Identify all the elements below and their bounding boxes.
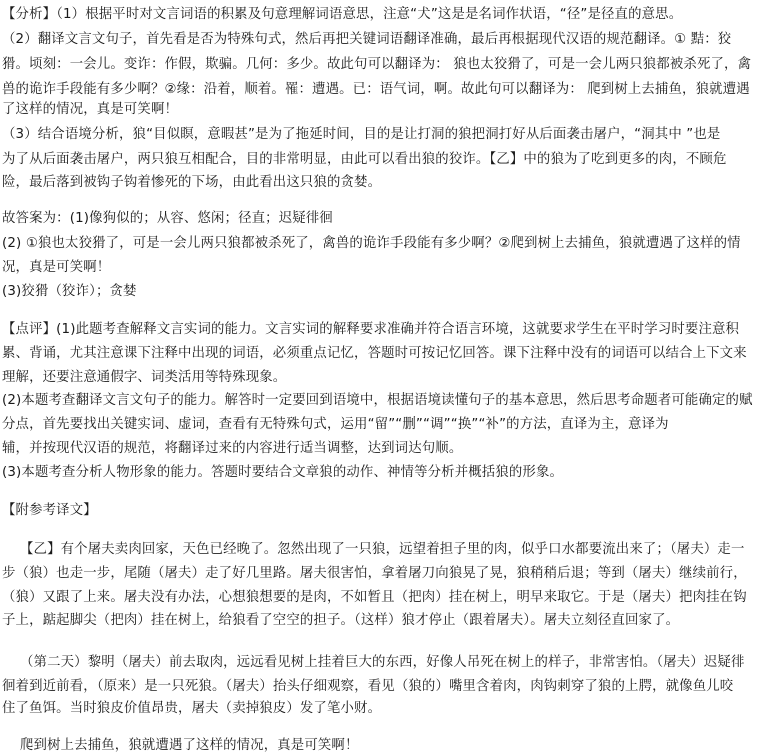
reference-para1-line: （狼）又跟了上来。屠夫没有办法，心想狼想要的是肉，不如暂且（把肉）挂在树上，明早来取它。于是（屠夫）把肉挂在钩 xyxy=(2,590,747,605)
analysis-line: 【分析】（1）根据平时对文言词语的积累及句意理解词语意思，注意“犬”这是是名词作状语，“径”是径直的意思。 xyxy=(2,7,683,22)
answer-line: (3)狡猾（狡诈）；贪婪 xyxy=(2,284,137,299)
reference-para2-line: （第二天）黎明（屠夫）前去取肉，远远看见树上挂着巨大的东西，好像人吊死在树上的样子，非常害怕。（屠夫）迟疑徘 xyxy=(20,655,745,670)
comment-line: (2)本题考查翻译文言文句子的能力。解答时一定要回到语境中，根据语境读懂句子的基本意思，然后思考命题者可能确定的赋 xyxy=(2,393,753,408)
comment-line: 分点，首先要找出关键实词、虚词，查看有无特殊句式，运用“留”“删”“调”“换”“补”的方法，直译为主，意译为 xyxy=(2,417,669,432)
reference-para2-line: 住了鱼饵。当时狼皮价值昂贵，屠夫（卖掉狼皮）发了笔小财。 xyxy=(2,701,382,716)
analysis-line: （3）结合语境分析，狼“目似瞑，意暇甚”是为了拖延时间，目的是让打洞的狼把洞打好从后面袭击屠户，“洞其中 ”也是 xyxy=(2,127,721,142)
analysis-line: 兽的诡诈手段能有多少啊？②缘：沿着，顺着。罹：遭遇。已：语气词，啊。故此句可以翻译为： 爬到树上去捕鱼，狼就遭遇 xyxy=(2,82,750,97)
analysis-line: 猾。顷刻：一会儿。变诈：作假，欺骗。几何：多少。故此句可以翻译为： 狼也太狡猾了，可是一会儿两只狼都被杀死了，禽 xyxy=(2,57,752,72)
analysis-line: 险，最后落到被钩子钩着惨死的下场，由此看出这只狼的贪婪。 xyxy=(2,175,382,190)
reference-para3-line: 爬到树上去捕鱼，狼就遭遇了这样的情况，真是可笑啊！ xyxy=(20,738,359,753)
comment-line: 理解，还要注意通假字、词类活用等特殊现象。 xyxy=(2,370,287,385)
comment-line: (3)本题考查分析人物形象的能力。答题时要结合文章狼的动作、神情等分析并概括狼的形象。 xyxy=(2,465,564,480)
reference-para2-line: 徊着到近前看，（原来）是一只死狼。（屠夫）抬头仔细观察，看见（狼的）嘴里含着肉，肉钩刺穿了狼的上腭，就像鱼儿咬 xyxy=(2,679,734,694)
analysis-line: （2）翻译文言文句子，首先看是否为特殊句式，然后再把关键词语翻译准确，最后再根据现代汉语的规范翻译。① 黠：狡 xyxy=(2,32,732,47)
reference-para1-line: 子上，踮起脚尖（把肉）挂在树上，给狼看了空空的担子。（这样）狼才停止（跟着屠夫）。屠夫立刻径直回家了。 xyxy=(2,613,680,628)
analysis-line: 为了从后面袭击屠户，两只狼互相配合，目的非常明显，由此可以看出狼的狡诈。【乙】中的狼为了吃到更多的肉，不顾危 xyxy=(2,152,727,167)
reference-para1-line: 步（狼）也走一步，尾随（屠夫）走了好几里路。屠夫很害怕，拿着屠刀向狼晃了晃，狼稍稍后退；等到（屠夫）继续前行， xyxy=(2,566,747,581)
analysis-line: 了这样的情况，真是可笑啊！ xyxy=(2,102,179,117)
comment-line: 【点评】(1)此题考查解释文言实词的能力。文言实词的解释要求准确并符合语言环境，这就要求学生在平时学习时要注意积 xyxy=(2,322,740,337)
answer-line: 故答案为：(1)像狗似的；从容、悠闲；径直；迟疑徘徊 xyxy=(2,211,333,226)
answer-line: (2) ①狼也太狡猾了，可是一会儿两只狼都被杀死了，禽兽的诡诈手段能有多少啊？②爬到树上去捕鱼，狼就遭遇了这样的情 xyxy=(2,236,741,251)
reference-heading: 【附参考译文】 xyxy=(2,503,97,518)
comment-line: 累、背诵，尤其注意课下注释中出现的词语，必须重点记忆，答题时可按记忆回答。课下注释中没有的词语可以结合上下文来 xyxy=(2,346,747,361)
comment-line: 辅，并按现代汉语的规范，将翻译过来的内容进行适当调整，达到词达句顺。 xyxy=(2,441,463,456)
answer-line: 况，真是可笑啊！ xyxy=(2,260,111,275)
reference-para1-line: 【乙】有个屠夫卖肉回家，天色已经晚了。忽然出现了一只狼，远望着担子里的肉，似乎口水都要流出来了；（屠夫）走一 xyxy=(20,542,745,557)
